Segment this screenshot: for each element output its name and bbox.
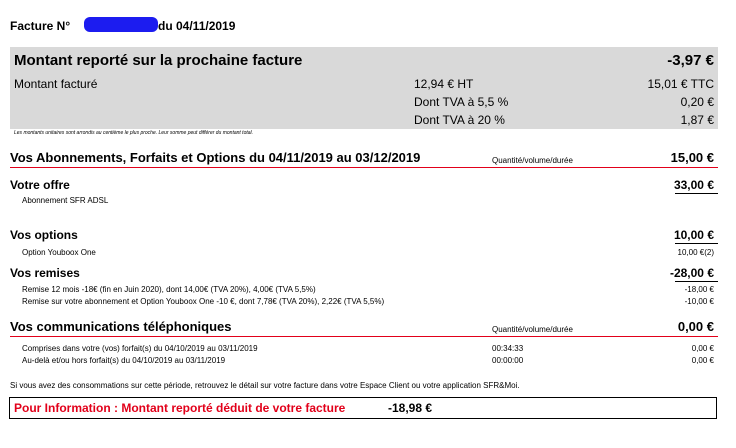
offer-title: Votre offre (10, 178, 70, 192)
vat20-label: Dont TVA à 20 % (414, 113, 505, 127)
offer-total-underline (675, 193, 718, 194)
discounts-total: -28,00 € (669, 266, 714, 280)
info-box (9, 397, 717, 419)
carryover-title: Montant reporté sur la prochaine facture (14, 52, 303, 69)
discount-item-label: Remise sur votre abonnement et Option Youboox One -10 €, dont 7,78€ (TVA 20%), 2,22€ (TVA 5,5%) (22, 297, 385, 306)
options-total-underline (675, 243, 718, 244)
rounding-note: Les montants unitaires sont arrondis au centième le plus proche. Leur somme peut différer du montant total. (14, 130, 254, 136)
options-item: Option Youboox One (22, 248, 96, 257)
offer-total: 33,00 € (673, 178, 714, 192)
vat55-value: 0,20 € (680, 95, 714, 109)
subscriptions-qty-header: Quantité/volume/durée (492, 156, 573, 165)
ttc-value: 15,01 € TTC (647, 77, 714, 91)
communication-item-label: Au-delà et/ou hors forfait(s) du 04/10/2019 au 03/11/2019 (22, 356, 226, 365)
offer-item: Abonnement SFR ADSL (22, 196, 109, 205)
billed-amount-label: Montant facturé (14, 77, 98, 91)
options-total: 10,00 € (673, 228, 714, 242)
discount-item-value: -18,00 € (684, 285, 714, 294)
discounts-total-underline (675, 281, 718, 282)
ht-value: 12,94 € HT (414, 77, 474, 91)
communication-item-label: Comprises dans votre (vos) forfait(s) du 04/10/2019 au 03/11/2019 (22, 344, 258, 353)
carryover-amount: -3,97 € (667, 52, 714, 69)
invoice-number-label: Facture N° (10, 19, 71, 33)
redacted-invoice-number (84, 17, 158, 32)
options-title: Vos options (10, 228, 78, 242)
communications-qty-header: Quantité/volume/durée (492, 325, 573, 334)
communications-title: Vos communications téléphoniques (10, 319, 232, 334)
options-item-value: 10,00 €(2) (677, 248, 714, 257)
subscriptions-title: Vos Abonnements, Forfaits et Options du 04/11/2019 au 03/12/2019 (10, 150, 421, 165)
communication-item-value: 0,00 € (691, 344, 714, 353)
communications-total: 0,00 € (677, 319, 714, 334)
subscriptions-divider (10, 167, 718, 168)
discount-item-value: -10,00 € (684, 297, 714, 306)
communication-item-duration: 00:34:33 (492, 344, 524, 353)
info-box-amount: -18,98 € (388, 401, 433, 415)
subscriptions-total: 15,00 € (670, 150, 714, 165)
discounts-title: Vos remises (10, 266, 80, 280)
communication-item-duration: 00:00:00 (492, 356, 524, 365)
vat55-label: Dont TVA à 5,5 % (414, 95, 509, 109)
communications-divider (10, 336, 718, 337)
vat20-value: 1,87 € (680, 113, 714, 127)
footer-note: Si vous avez des consommations sur cette période, retrouvez le détail sur votre facture dans votre Espace Client ou votre application SFR&Moi. (10, 381, 520, 390)
info-box-label: Pour Information : Montant reporté déduit de votre facture (14, 401, 346, 415)
invoice-date: du 04/11/2019 (158, 19, 236, 33)
discount-item-label: Remise 12 mois -18€ (fin en Juin 2020), dont 14,00€ (TVA 20%), 4,00€ (TVA 5,5%) (22, 285, 316, 294)
communication-item-value: 0,00 € (691, 356, 714, 365)
